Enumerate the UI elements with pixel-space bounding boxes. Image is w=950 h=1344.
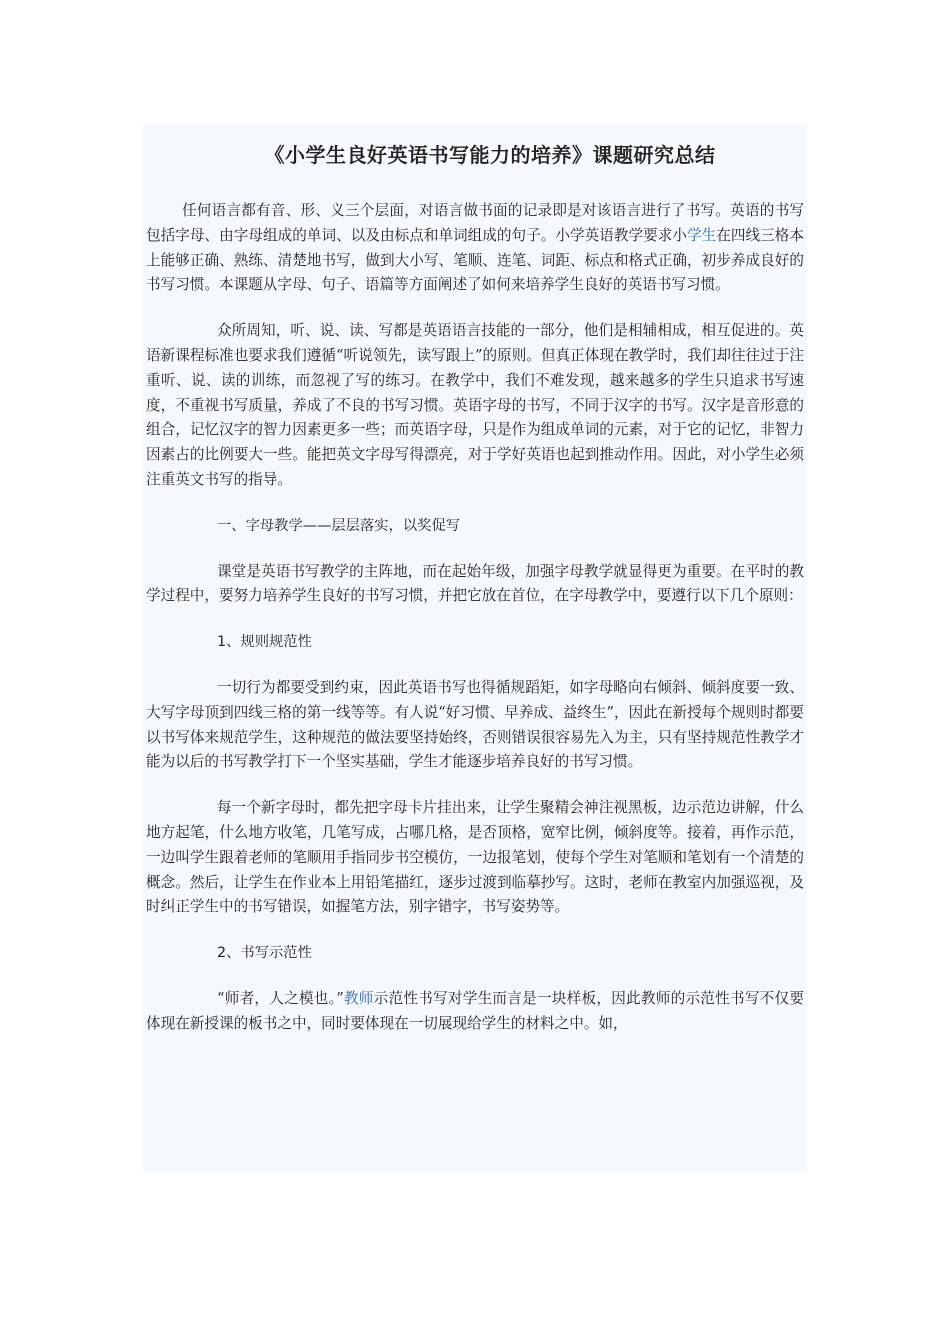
paragraph-text: 在四线三格本上能够正确、熟练、清楚地书写，做到大小写、笔顺、连笔、词距、标点和格式正确，初步养成良好的书写习惯。本课题从字母、句子、语篇等方面阐述了如何来培养学生良好的英语书写习惯。 bbox=[146, 226, 804, 294]
subsection-heading-1: 1、规则规范性 bbox=[217, 634, 312, 651]
paragraph-text: “师者，人之模也。” bbox=[217, 989, 344, 1007]
paragraph-letter-teaching: 课堂是英语书写教学的主阵地，而在起始年级，加强字母教学就显得更为重要。在平时的教学过程中，要努力培养学生良好的书写习惯，并把它放在首位，在字母教学中，要遵行以下几个原则： bbox=[146, 562, 804, 605]
document-title: 《小学生良好英语书写能力的培养》课题研究总结 bbox=[264, 143, 716, 167]
paragraph-text: 任何语言都有音、形、义三个层面，对语言做书面的记录即是对该语言进行了书写。英语的书写包括字母、由字母组成的单词、以及由标点和单词组成的句子。小学英语教学要求小 bbox=[146, 202, 804, 244]
document-page bbox=[143, 123, 807, 1173]
document-body bbox=[146, 199, 804, 1058]
paragraph-intro bbox=[146, 199, 804, 298]
paragraph-rules: 一切行为都要受到约束，因此英语书写也得循规蹈矩，如字母略向右倾斜、倾斜度要一致、大写字母顶到四线三格的第一线等等。有人说“好习惯、早养成、益终生”，因此在新授每个规则时都要以书写体来规范学生，这种规范的做法要坚持始终，否则错误很容易先入为主，只有坚持规范性教学才能为以后的书写教学打下一个坚实基础，学生才能逐步培养良好的书写习惯。 bbox=[146, 678, 804, 771]
student-link[interactable]: 学生 bbox=[687, 226, 717, 244]
teacher-link[interactable]: 教师 bbox=[343, 989, 374, 1007]
section-heading-1: 一、字母教学——层层落实，以奖促写 bbox=[217, 517, 461, 534]
paragraph-background: 众所周知，听、说、读、写都是英语语言技能的一部分，他们是相辅相成，相互促进的。英语新课程标准也要求我们遵循“听说领先，读写跟上”的原则。但真正体现在教学时，我们却往往过于注重听、说、读的训练，而忽视了写的练习。在教学中，我们不难发现，越来越多的学生只追求书写速度，不重视书写质量，养成了不良的书写习惯。英语字母的书写，不同于汉字的书写。汉字是音形意的组合，记忆汉字的智力因素更多一些；而英语字母，只是作为组成单词的元素，对于它的记忆，非智力因素占的比例要大一些。能把英文字母写得漂亮，对于学好英语也起到推动作用。因此，对小学生必须注重英文书写的指导。 bbox=[146, 322, 804, 488]
paragraph-demonstration: 每一个新字母时，都先把字母卡片挂出来，让学生聚精会神注视黑板，边示范边讲解，什么地方起笔，什么地方收笔，几笔写成，占哪几格，是否顶格，宽窄比例，倾斜度等。接着，再作示范，一边叫学生跟着老师的笔顺用手指同步书空模仿，一边报笔划，使每个学生对笔顺和笔划有一个清楚的概念。然后，让学生在作业本上用铅笔描红，逐步过渡到临摹抄写。这时，老师在教室内加强巡视，及时纠正学生中的书写错误，如握笔方法，别字错字，书写姿势等。 bbox=[146, 799, 804, 916]
paragraph-teacher-model bbox=[146, 987, 804, 1037]
subsection-heading-2: 2、书写示范性 bbox=[217, 945, 312, 962]
paragraph-text: 示范性书写对学生而言是一块样板，因此教师的示范性书写不仅要体现在新授课的板书之中，同时要体现在一切展现给学生的材料之中。如， bbox=[146, 989, 804, 1032]
